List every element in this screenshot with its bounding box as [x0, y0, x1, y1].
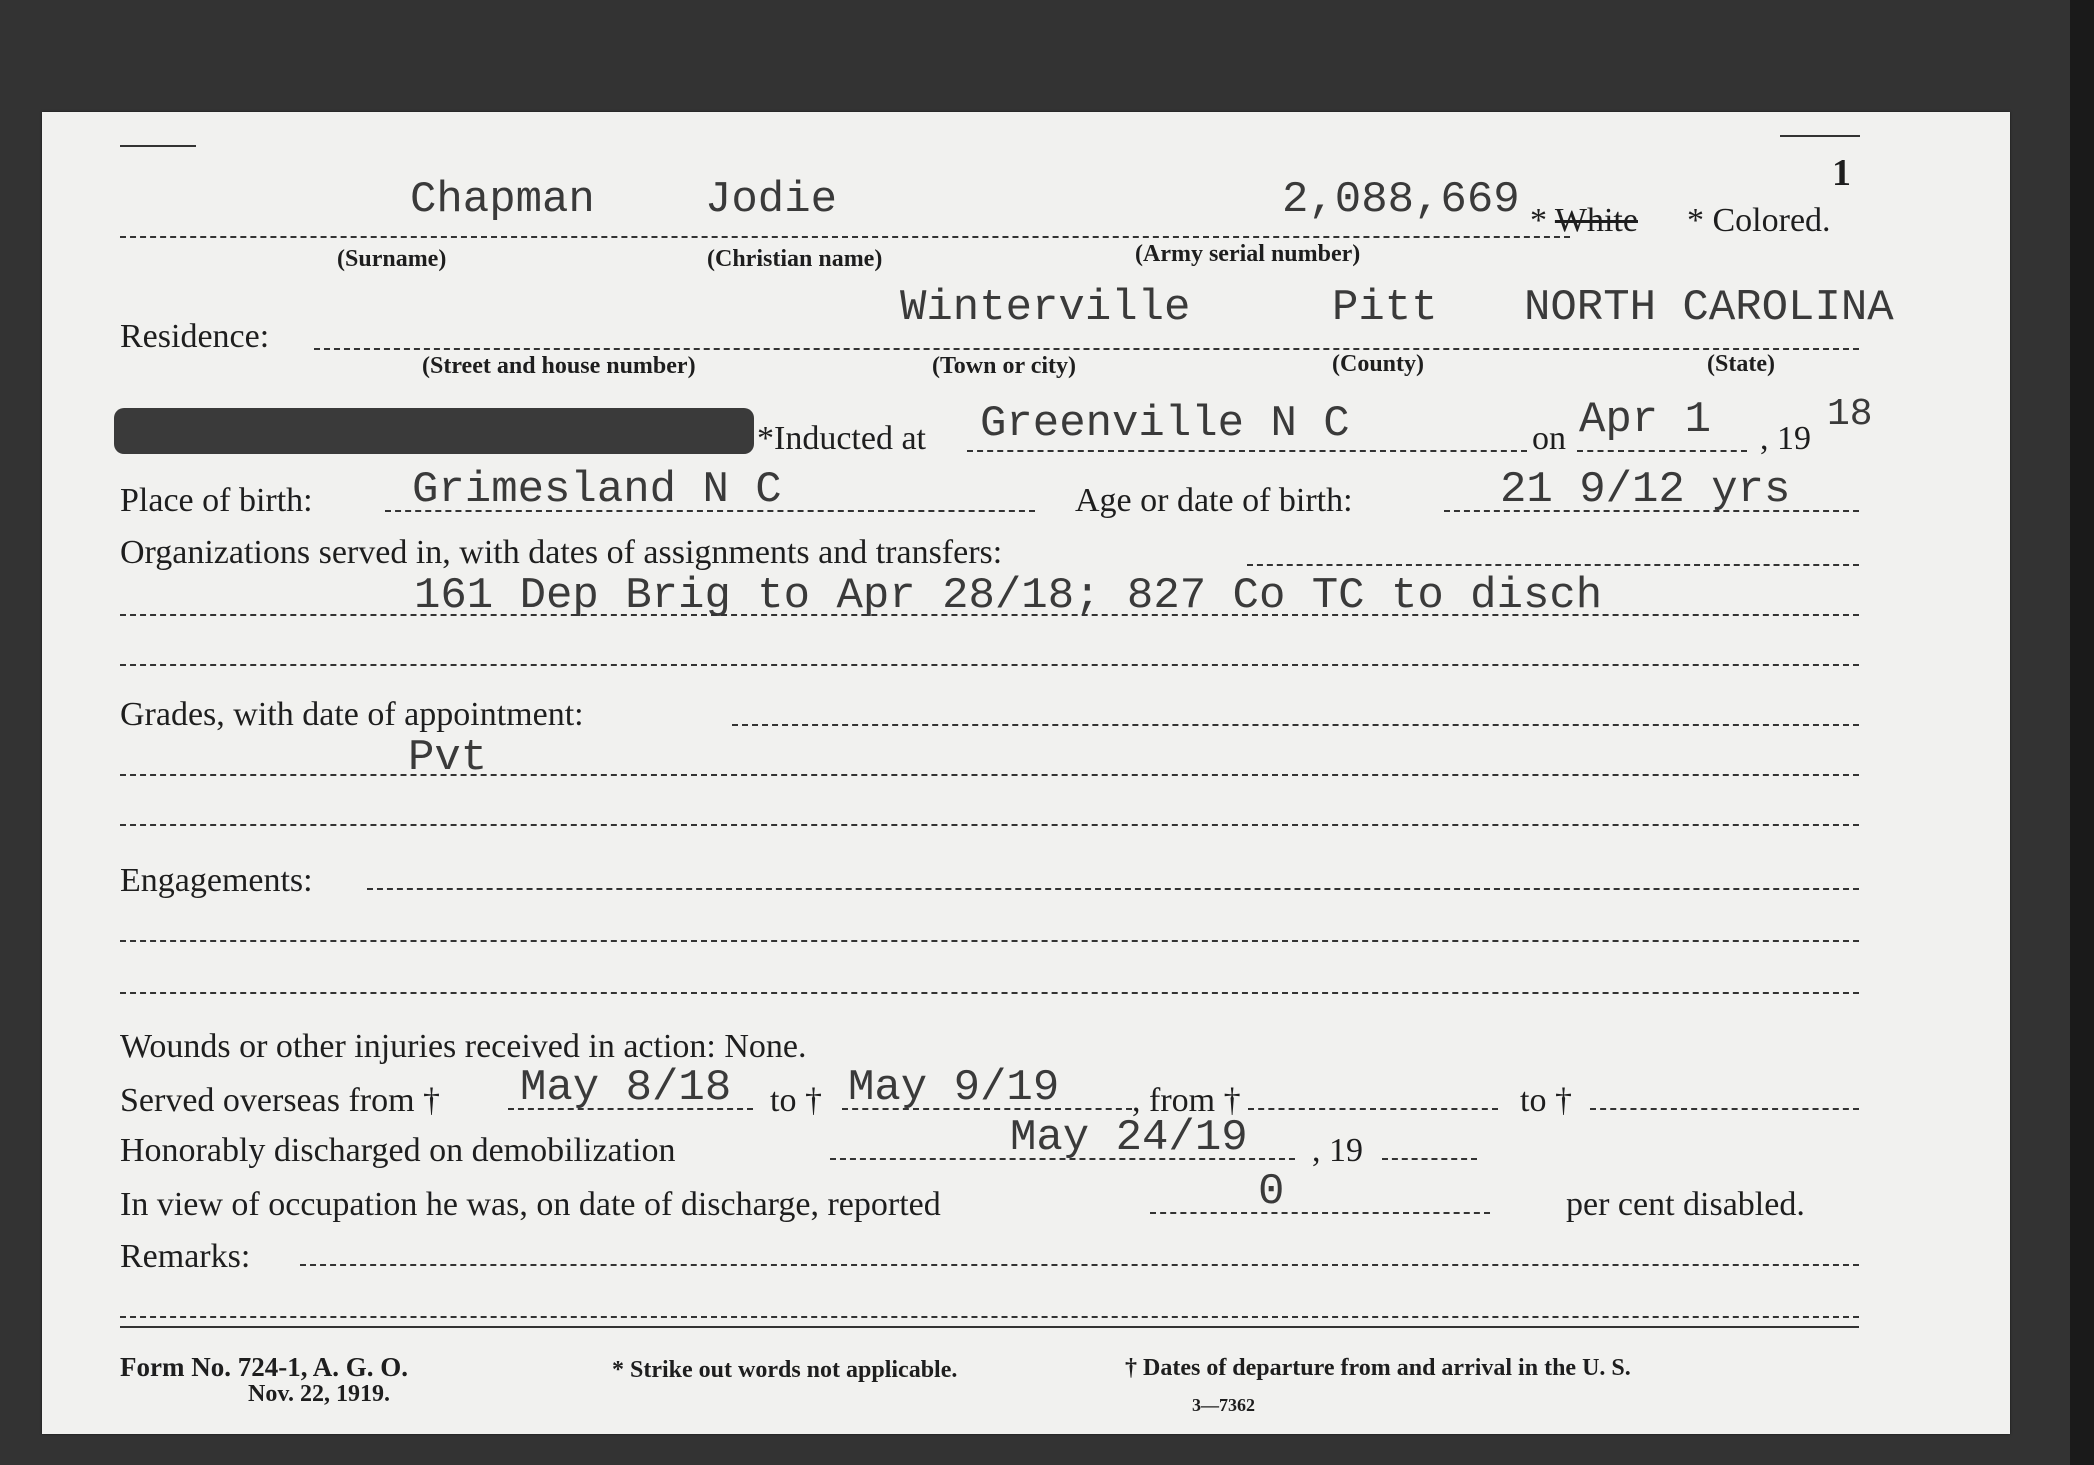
county-caption: (County)	[1332, 351, 1425, 377]
strike-note: * Strike out words not applicable.	[612, 1357, 958, 1383]
overseas-from2-line	[1248, 1108, 1498, 1110]
organizations-line-1	[1247, 564, 1859, 566]
state-value: NORTH CAROLINA	[1524, 283, 1894, 333]
inducted-place-value: Greenville N C	[980, 399, 1350, 449]
overseas-from2-label: , from †	[1132, 1082, 1241, 1119]
grades-line-3	[120, 824, 1859, 826]
colored-option: * Colored.	[1687, 202, 1831, 239]
residence-label: Residence:	[120, 318, 270, 355]
top-left-rule	[120, 145, 196, 147]
on-label: on	[1532, 420, 1566, 457]
induction-date-value: Apr 1	[1579, 395, 1712, 445]
organizations-line-2	[120, 614, 1859, 616]
form-date: Nov. 22, 1919.	[248, 1381, 391, 1407]
disability-value: 0	[1258, 1167, 1285, 1217]
form-number: Form No. 724-1, A. G. O.	[120, 1352, 408, 1382]
remarks-line-1	[300, 1264, 1859, 1266]
grades-label: Grades, with date of appointment:	[120, 696, 584, 733]
overseas-to-label: to †	[770, 1082, 822, 1119]
place-of-birth-line	[385, 510, 1035, 512]
disability-label: In view of occupation he was, on date of discharge, reported	[120, 1186, 941, 1223]
redaction-mark	[114, 408, 754, 454]
engagements-line-1	[367, 888, 1859, 890]
organizations-label: Organizations served in, with dates of assignments and transfers:	[120, 534, 1003, 571]
card-number: 1	[1832, 152, 1851, 194]
name-line	[120, 236, 1570, 238]
discharge-year-line	[1382, 1158, 1477, 1160]
year-prefix: , 19	[1760, 420, 1811, 457]
organizations-line-3	[120, 664, 1859, 666]
christian-name-caption: (Christian name)	[707, 246, 883, 272]
overseas-to-line	[842, 1108, 1132, 1110]
grades-line-1	[732, 724, 1859, 726]
town-caption: (Town or city)	[932, 353, 1076, 379]
overseas-to2-label: to †	[1520, 1082, 1572, 1119]
place-of-birth-label: Place of birth:	[120, 482, 313, 519]
town-value: Winterville	[900, 283, 1191, 333]
residence-line	[314, 348, 1859, 350]
top-right-rule	[1780, 135, 1860, 137]
overseas-to2-line	[1590, 1108, 1859, 1110]
disability-suffix: per cent disabled.	[1566, 1186, 1805, 1223]
age-value: 21 9/12 yrs	[1500, 465, 1791, 515]
footer-rule	[120, 1326, 1859, 1328]
scanner-edge	[2070, 0, 2094, 1465]
age-label: Age or date of birth:	[1075, 482, 1353, 519]
overseas-from-value: May 8/18	[520, 1063, 732, 1113]
overseas-from-line	[508, 1108, 753, 1110]
disability-line	[1150, 1212, 1490, 1214]
age-line	[1444, 510, 1859, 512]
surname-value: Chapman	[410, 175, 595, 225]
place-of-birth-value: Grimesland N C	[412, 465, 782, 515]
serial-number-caption: (Army serial number)	[1135, 241, 1361, 267]
service-record-card	[42, 112, 2010, 1434]
surname-caption: (Surname)	[337, 246, 447, 272]
grades-line-2	[120, 774, 1859, 776]
engagements-line-3	[120, 992, 1859, 994]
remarks-label: Remarks:	[120, 1238, 251, 1275]
christian-name-value: Jodie	[705, 175, 838, 225]
overseas-to-value: May 9/19	[848, 1063, 1060, 1113]
street-caption: (Street and house number)	[422, 353, 696, 379]
remarks-line-2	[120, 1316, 1859, 1318]
grades-value: Pvt	[408, 733, 488, 783]
state-caption: (State)	[1707, 351, 1775, 377]
organizations-value: 161 Dep Brig to Apr 28/18; 827 Co TC to disch	[414, 571, 1603, 621]
discharge-year-label: , 19	[1312, 1132, 1363, 1169]
engagements-line-2	[120, 940, 1859, 942]
dates-note: † Dates of departure from and arrival in the U. S.	[1125, 1355, 1631, 1381]
county-value: Pitt	[1332, 283, 1438, 333]
discharge-label: Honorably discharged on demobilization	[120, 1132, 676, 1169]
engagements-label: Engagements:	[120, 862, 313, 899]
discharge-date-line	[830, 1158, 1295, 1160]
overseas-label: Served overseas from †	[120, 1082, 441, 1119]
discharge-date-value: May 24/19	[1010, 1113, 1248, 1163]
wounds-label: Wounds or other injuries received in action: None.	[120, 1028, 807, 1065]
inducted-place-line	[967, 450, 1527, 452]
induction-year-value: 18	[1827, 393, 1873, 436]
serial-number-value: 2,088,669	[1282, 175, 1520, 225]
inducted-at-label: *Inducted at	[757, 420, 926, 457]
induction-date-line	[1577, 450, 1747, 452]
print-code: 3—7362	[1192, 1395, 1255, 1415]
white-option: * White	[1530, 202, 1638, 239]
